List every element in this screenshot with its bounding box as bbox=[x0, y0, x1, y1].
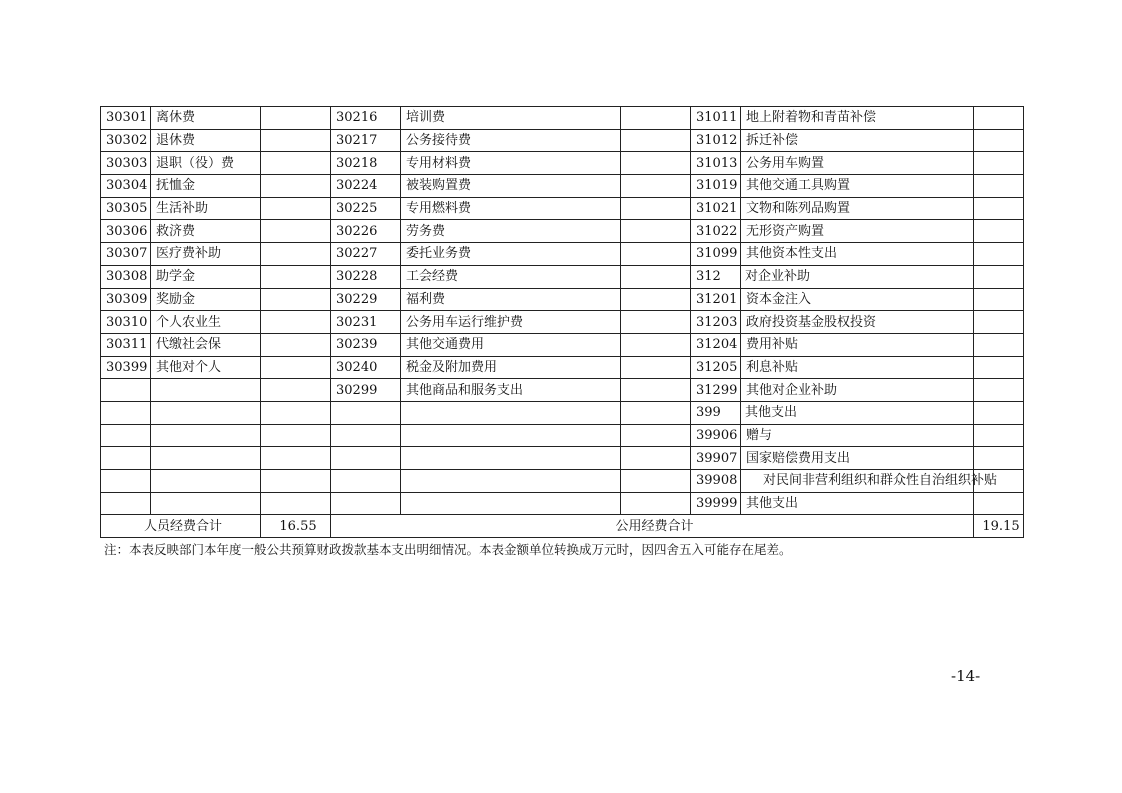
name-cell: 对企业补助 bbox=[741, 265, 974, 288]
amount-cell bbox=[974, 379, 1024, 402]
name-cell bbox=[401, 401, 621, 424]
name-cell: 对民间非营利组织和群众性自治组织补贴 bbox=[741, 470, 974, 493]
code-cell: 31299 bbox=[691, 379, 741, 402]
code-cell: 30225 bbox=[331, 197, 401, 220]
amount-cell bbox=[261, 220, 331, 243]
code-cell bbox=[331, 492, 401, 515]
name-cell: 专用材料费 bbox=[401, 152, 621, 175]
code-cell: 30310 bbox=[101, 311, 151, 334]
name-cell: 文物和陈列品购置 bbox=[741, 197, 974, 220]
name-cell: 费用补贴 bbox=[741, 333, 974, 356]
table-body bbox=[101, 107, 1024, 515]
amount-cell bbox=[261, 107, 331, 130]
code-cell: 30306 bbox=[101, 220, 151, 243]
code-cell: 30231 bbox=[331, 311, 401, 334]
amount-cell bbox=[621, 288, 691, 311]
amount-cell bbox=[974, 175, 1024, 198]
table-row bbox=[101, 107, 1024, 130]
table-row bbox=[101, 220, 1024, 243]
amount-cell bbox=[261, 333, 331, 356]
amount-cell bbox=[621, 470, 691, 493]
amount-cell bbox=[974, 288, 1024, 311]
code-cell: 39906 bbox=[691, 424, 741, 447]
code-cell bbox=[101, 401, 151, 424]
code-cell: 30303 bbox=[101, 152, 151, 175]
amount-cell bbox=[621, 447, 691, 470]
code-cell: 30307 bbox=[101, 243, 151, 266]
name-cell: 离休费 bbox=[151, 107, 261, 130]
amount-cell bbox=[974, 243, 1024, 266]
code-cell: 31204 bbox=[691, 333, 741, 356]
name-cell: 公务接待费 bbox=[401, 129, 621, 152]
code-cell: 31201 bbox=[691, 288, 741, 311]
amount-cell bbox=[261, 265, 331, 288]
amount-cell bbox=[261, 424, 331, 447]
amount-cell bbox=[261, 288, 331, 311]
code-cell: 30305 bbox=[101, 197, 151, 220]
amount-cell bbox=[974, 492, 1024, 515]
basic-expenditure-table bbox=[100, 106, 1024, 538]
code-cell: 31021 bbox=[691, 197, 741, 220]
code-cell: 399 bbox=[691, 401, 741, 424]
amount-cell bbox=[621, 379, 691, 402]
name-cell: 其他支出 bbox=[741, 492, 974, 515]
amount-cell bbox=[621, 333, 691, 356]
amount-cell bbox=[974, 333, 1024, 356]
name-cell: 其他商品和服务支出 bbox=[401, 379, 621, 402]
table-row bbox=[101, 129, 1024, 152]
name-cell bbox=[151, 470, 261, 493]
amount-cell bbox=[621, 220, 691, 243]
amount-cell bbox=[261, 379, 331, 402]
code-cell: 30301 bbox=[101, 107, 151, 130]
table-row bbox=[101, 401, 1024, 424]
code-cell: 30304 bbox=[101, 175, 151, 198]
code-cell: 30302 bbox=[101, 129, 151, 152]
code-cell: 30217 bbox=[331, 129, 401, 152]
name-cell bbox=[401, 424, 621, 447]
amount-cell bbox=[621, 492, 691, 515]
amount-cell bbox=[621, 197, 691, 220]
amount-cell bbox=[974, 129, 1024, 152]
code-cell: 39999 bbox=[691, 492, 741, 515]
name-cell: 退职（役）费 bbox=[151, 152, 261, 175]
name-cell: 专用燃料费 bbox=[401, 197, 621, 220]
name-cell: 助学金 bbox=[151, 265, 261, 288]
totals-row bbox=[101, 515, 1024, 538]
table-row bbox=[101, 470, 1024, 493]
name-cell: 其他交通费用 bbox=[401, 333, 621, 356]
name-cell bbox=[401, 470, 621, 493]
name-cell bbox=[151, 447, 261, 470]
public-total-value: 19.15 bbox=[974, 515, 1024, 538]
amount-cell bbox=[974, 197, 1024, 220]
code-cell: 31203 bbox=[691, 311, 741, 334]
name-cell: 委托业务费 bbox=[401, 243, 621, 266]
amount-cell bbox=[261, 401, 331, 424]
code-cell: 30227 bbox=[331, 243, 401, 266]
code-cell: 30216 bbox=[331, 107, 401, 130]
name-cell: 其他资本性支出 bbox=[741, 243, 974, 266]
code-cell: 30309 bbox=[101, 288, 151, 311]
amount-cell bbox=[974, 107, 1024, 130]
name-cell bbox=[151, 401, 261, 424]
amount-cell bbox=[621, 356, 691, 379]
code-cell bbox=[101, 424, 151, 447]
amount-cell bbox=[621, 243, 691, 266]
name-cell: 地上附着物和青苗补偿 bbox=[741, 107, 974, 130]
code-cell: 30228 bbox=[331, 265, 401, 288]
amount-cell bbox=[261, 152, 331, 175]
name-cell: 个人农业生 bbox=[151, 311, 261, 334]
name-cell: 拆迁补偿 bbox=[741, 129, 974, 152]
code-cell: 30308 bbox=[101, 265, 151, 288]
name-cell: 培训费 bbox=[401, 107, 621, 130]
code-cell: 39907 bbox=[691, 447, 741, 470]
name-cell: 其他交通工具购置 bbox=[741, 175, 974, 198]
name-cell: 救济费 bbox=[151, 220, 261, 243]
page-number: -14- bbox=[951, 667, 981, 685]
code-cell: 31099 bbox=[691, 243, 741, 266]
amount-cell bbox=[621, 311, 691, 334]
amount-cell bbox=[621, 175, 691, 198]
amount-cell bbox=[261, 470, 331, 493]
name-cell: 政府投资基金股权投资 bbox=[741, 311, 974, 334]
code-cell: 30311 bbox=[101, 333, 151, 356]
name-cell: 其他对个人 bbox=[151, 356, 261, 379]
code-cell: 31019 bbox=[691, 175, 741, 198]
name-cell: 退休费 bbox=[151, 129, 261, 152]
name-cell bbox=[151, 492, 261, 515]
table-row bbox=[101, 243, 1024, 266]
amount-cell bbox=[261, 175, 331, 198]
amount-cell bbox=[974, 152, 1024, 175]
amount-cell bbox=[621, 107, 691, 130]
code-cell: 31011 bbox=[691, 107, 741, 130]
code-cell: 30240 bbox=[331, 356, 401, 379]
name-cell: 代缴社会保 bbox=[151, 333, 261, 356]
code-cell: 31013 bbox=[691, 152, 741, 175]
amount-cell bbox=[261, 447, 331, 470]
table-row bbox=[101, 311, 1024, 334]
name-cell: 劳务费 bbox=[401, 220, 621, 243]
table-row bbox=[101, 447, 1024, 470]
code-cell: 30299 bbox=[331, 379, 401, 402]
amount-cell bbox=[261, 129, 331, 152]
table-row bbox=[101, 175, 1024, 198]
table-row bbox=[101, 265, 1024, 288]
name-cell: 抚恤金 bbox=[151, 175, 261, 198]
personnel-total-value: 16.55 bbox=[261, 515, 331, 538]
amount-cell bbox=[261, 356, 331, 379]
table-row bbox=[101, 492, 1024, 515]
name-cell: 医疗费补助 bbox=[151, 243, 261, 266]
code-cell: 30229 bbox=[331, 288, 401, 311]
code-cell: 30239 bbox=[331, 333, 401, 356]
amount-cell bbox=[261, 492, 331, 515]
table-row bbox=[101, 197, 1024, 220]
amount-cell bbox=[974, 356, 1024, 379]
table-footnote: 注：本表反映部门本年度一般公共预算财政拨款基本支出明细情况。本表金额单位转换成万元时，因四舍五入可能存在尾差。 bbox=[104, 542, 792, 557]
name-cell bbox=[401, 447, 621, 470]
code-cell: 30226 bbox=[331, 220, 401, 243]
code-cell bbox=[101, 470, 151, 493]
amount-cell bbox=[621, 152, 691, 175]
code-cell: 312 bbox=[691, 265, 741, 288]
name-cell: 公务用车运行维护费 bbox=[401, 311, 621, 334]
personnel-total-label: 人员经费合计 bbox=[101, 515, 261, 538]
code-cell: 30399 bbox=[101, 356, 151, 379]
name-cell: 生活补助 bbox=[151, 197, 261, 220]
amount-cell bbox=[621, 129, 691, 152]
name-cell: 赠与 bbox=[741, 424, 974, 447]
amount-cell bbox=[261, 243, 331, 266]
name-cell: 税金及附加费用 bbox=[401, 356, 621, 379]
code-cell bbox=[101, 492, 151, 515]
code-cell bbox=[331, 447, 401, 470]
table-row bbox=[101, 152, 1024, 175]
name-cell bbox=[151, 379, 261, 402]
code-cell: 31012 bbox=[691, 129, 741, 152]
table-row bbox=[101, 379, 1024, 402]
code-cell: 39908 bbox=[691, 470, 741, 493]
code-cell: 31022 bbox=[691, 220, 741, 243]
amount-cell bbox=[261, 311, 331, 334]
table-row bbox=[101, 424, 1024, 447]
amount-cell bbox=[974, 401, 1024, 424]
name-cell: 被装购置费 bbox=[401, 175, 621, 198]
code-cell bbox=[331, 401, 401, 424]
code-cell bbox=[331, 470, 401, 493]
name-cell: 工会经费 bbox=[401, 265, 621, 288]
amount-cell bbox=[621, 401, 691, 424]
name-cell: 福利费 bbox=[401, 288, 621, 311]
name-cell: 国家赔偿费用支出 bbox=[741, 447, 974, 470]
name-cell bbox=[401, 492, 621, 515]
name-cell: 其他支出 bbox=[741, 401, 974, 424]
amount-cell bbox=[621, 424, 691, 447]
name-cell bbox=[151, 424, 261, 447]
code-cell: 31205 bbox=[691, 356, 741, 379]
code-cell: 30218 bbox=[331, 152, 401, 175]
name-cell: 奖励金 bbox=[151, 288, 261, 311]
amount-cell bbox=[261, 197, 331, 220]
code-cell bbox=[101, 379, 151, 402]
name-cell: 资本金注入 bbox=[741, 288, 974, 311]
amount-cell bbox=[974, 220, 1024, 243]
table-row bbox=[101, 288, 1024, 311]
public-total-label: 公用经费合计 bbox=[331, 515, 974, 538]
amount-cell bbox=[621, 265, 691, 288]
name-cell: 公务用车购置 bbox=[741, 152, 974, 175]
code-cell bbox=[101, 447, 151, 470]
amount-cell bbox=[974, 311, 1024, 334]
code-cell bbox=[331, 424, 401, 447]
name-cell: 利息补贴 bbox=[741, 356, 974, 379]
table-row bbox=[101, 333, 1024, 356]
amount-cell bbox=[974, 447, 1024, 470]
amount-cell bbox=[974, 265, 1024, 288]
table-row bbox=[101, 356, 1024, 379]
code-cell: 30224 bbox=[331, 175, 401, 198]
amount-cell bbox=[974, 424, 1024, 447]
name-cell: 其他对企业补助 bbox=[741, 379, 974, 402]
name-cell: 无形资产购置 bbox=[741, 220, 974, 243]
